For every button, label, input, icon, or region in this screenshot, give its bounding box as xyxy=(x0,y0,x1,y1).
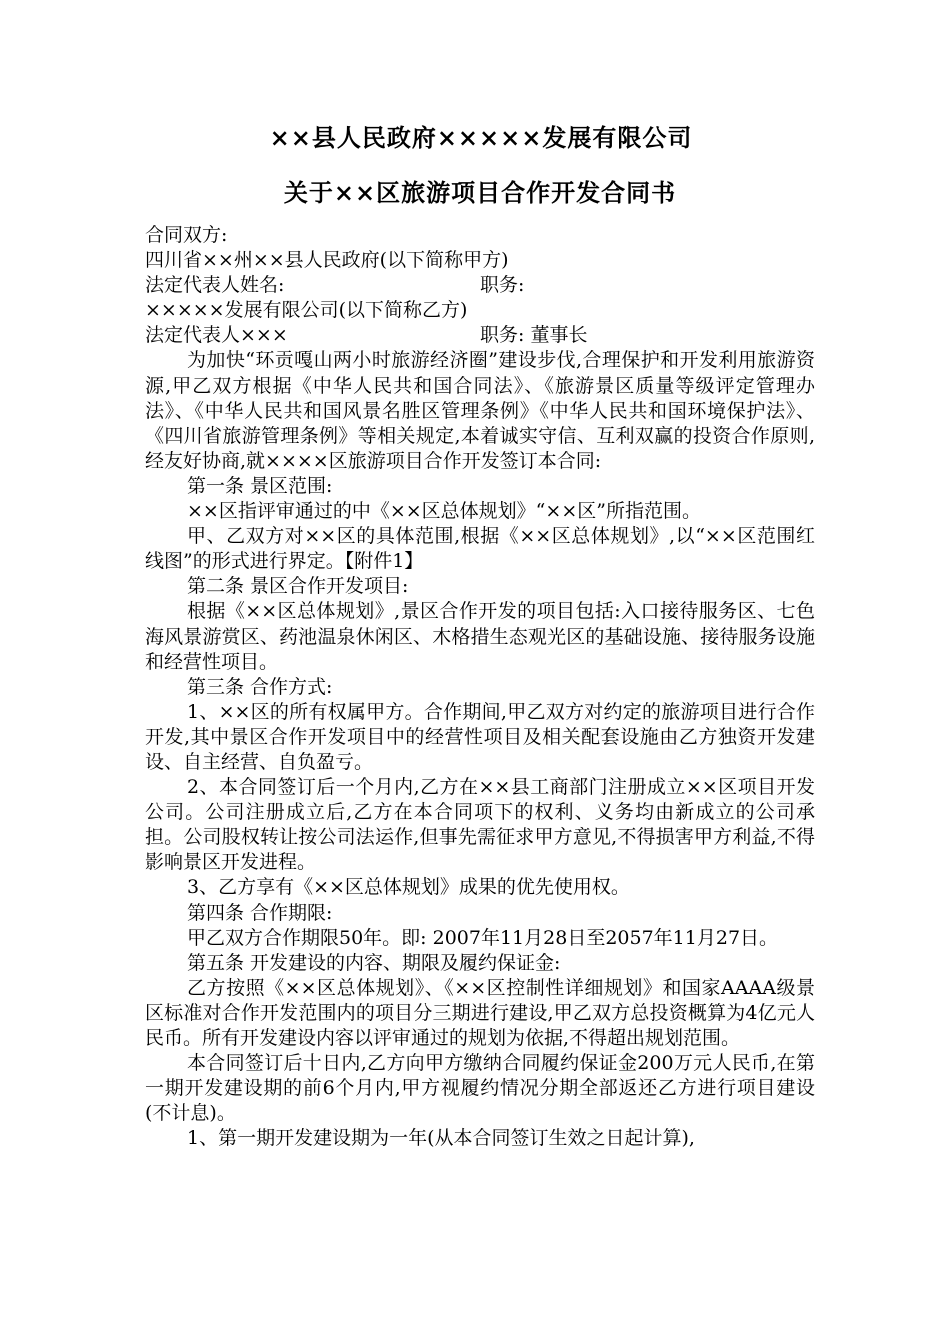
article-5-paragraph-2: 本合同签订后十日内,乙方向甲方缴纳合同履约保证金200万元人民币,在第一期开发建设期的前6个月内,甲方视履约情况分期全部返还乙方进行项目建设(不计息)。 xyxy=(145,1052,815,1125)
article-5-paragraph-1: 乙方按照《××区总体规划》、《××区控制性详细规划》和国家AAAA级景区标准对合作开发范围内的项目分三期进行建设,甲乙双方总投资概算为4亿元人民币。所有开发建设内容以评审通过的规划为依据,不得超出规划范围。 xyxy=(145,976,815,1049)
contract-page xyxy=(145,118,815,1151)
article-5-heading: 第五条 开发建设的内容、期限及履约保证金: xyxy=(187,951,561,974)
article-3-paragraph-3: 3、乙方享有《××区总体规划》成果的优先使用权。 xyxy=(187,876,630,899)
article-4-paragraph-1: 甲乙双方合作期限50年。即: 2007年11月28日至2057年11月27日。 xyxy=(187,926,779,949)
party-b-title-label: 职务: 董事长 xyxy=(480,324,588,347)
article-2-paragraph-1: 根据《××区总体规划》,景区合作开发的项目包括:入口接待服务区、七色海风景游赏区、药池温泉休闲区、木格措生态观光区的基础设施、接待服务设施和经营性项目。 xyxy=(145,600,815,673)
party-b: ×××××发展有限公司(以下简称乙方) xyxy=(145,299,468,322)
party-a-title-label: 职务: xyxy=(480,274,525,297)
article-3-paragraph-2: 2、本合同签订后一个月内,乙方在××县工商部门注册成立××区项目开发公司。公司注册成立后,乙方在本合同项下的权利、义务均由新成立的公司承担。公司股权转让按公司法运作,但事先需征求甲方意见,不得损害甲方利益,不得影响景区开发进程。 xyxy=(145,776,815,874)
party-b-representative-row xyxy=(145,323,815,348)
article-2-heading: 第二条 景区合作开发项目: xyxy=(187,575,409,598)
party-a-representative-row xyxy=(145,273,815,298)
party-b-rep-label: 法定代表人××× xyxy=(145,324,288,347)
parties-label: 合同双方: xyxy=(145,224,228,246)
contract-body xyxy=(145,223,815,1151)
party-a: 四川省××州××县人民政府(以下简称甲方) xyxy=(145,249,509,272)
preamble-paragraph: 为加快“环贡嘎山两小时旅游经济圈”建设步伐,合理保护和开发利用旅游资源,甲乙双方根据《中华人民共和国合同法》、《旅游景区质量等级评定管理办法》、《中华人民共和国风景名胜区管理条例》《中华人民共和国环境保护法》、《四川省旅游管理条例》等相关规定,本着诚实守信、互利双赢的投资合作原则,经友好协商,就××××区旅游项目合作开发签订本合同: xyxy=(145,349,815,472)
article-4-heading: 第四条 合作期限: xyxy=(187,901,333,924)
article-3-paragraph-1: 1、××区的所有权属甲方。合作期间,甲乙双方对约定的旅游项目进行合作开发,其中景区合作开发项目中的经营性项目及相关配套设施由乙方独资开发建设、自主经营、自负盈亏。 xyxy=(145,700,815,773)
document-title: ××县人民政府×××××发展有限公司 xyxy=(269,123,693,152)
article-3-heading: 第三条 合作方式: xyxy=(187,675,333,698)
article-1-paragraph-2: 甲、乙双方对××区的具体范围,根据《××区总体规划》,以“××区范围红线图”的形式进行界定。【附件1】 xyxy=(145,525,815,573)
article-5-paragraph-3: 1、第一期开发建设期为一年(从本合同签订生效之日起计算), xyxy=(187,1127,695,1150)
document-subtitle: 关于××区旅游项目合作开发合同书 xyxy=(283,178,677,207)
article-1-paragraph-1: ××区指评审通过的中《××区总体规划》“××区”所指范围。 xyxy=(187,500,701,523)
article-1-heading: 第一条 景区范围: xyxy=(187,474,333,497)
party-a-rep-label: 法定代表人姓名: xyxy=(145,274,285,297)
